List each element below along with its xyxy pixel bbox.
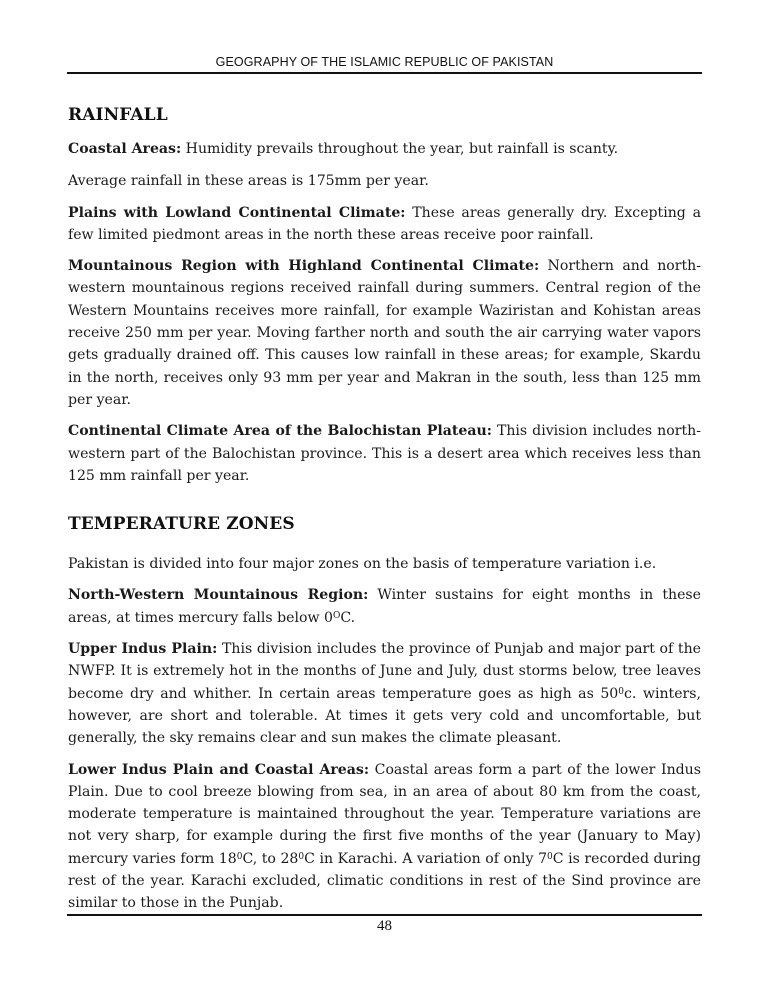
north-western-label: North-Western Mountainous Region: [68, 587, 369, 604]
upper-indus-label: Upper Indus Plain: [68, 641, 218, 658]
mountainous-text: Northern and north-western mountainous regions received rainfall during summers. Central region of the Western Mountains receives more rainfall, for example Waziristan and Kohistan areas receive 250 mm per year. Moving farther north and south the air carrying water vapors gets gradually drained off. This causes low rainfall in these areas; for example, Skardu in the north, receives only 93 mm per year and Makran in the south, less than 125 mm per year. [68, 258, 701, 408]
degree-mark: O [333, 610, 341, 621]
coastal-text: Humidity prevails throughout the year, but rainfall is scanty. [181, 141, 619, 157]
header-rule [67, 72, 702, 74]
running-header: GEOGRAPHY OF THE ISLAMIC REPUBLIC OF PAKISTAN [215, 55, 554, 69]
upper-indus-text: This division includes the province of Punjab and major part of the NWFP. It is extremely hot in the months of June and July, dust storms below, tree leaves become dry and whither. In certain areas temperature goes as high as 50 [68, 641, 701, 702]
lower-indus-text-2: C, to 28 [242, 850, 299, 867]
lower-indus-text-4: C is recorded during rest of the year. Karachi excluded, climatic conditions in rest of the Sind province are similar to those in the Punjab. [68, 850, 701, 912]
page-number: 48 [377, 918, 392, 934]
plains-paragraph [68, 202, 701, 247]
temperature-heading: TEMPERATURE ZONES [68, 514, 295, 535]
coastal-paragraph [68, 138, 701, 160]
coastal-label: Coastal Areas: [68, 141, 182, 157]
lower-indus-paragraph [68, 759, 701, 915]
balochistan-label: Continental Climate Area of the Balochistan Plateau: [68, 423, 492, 440]
coastal-average-paragraph: Average rainfall in these areas is 175mm per year. [68, 173, 429, 190]
temperature-intro: Pakistan is divided into four major zones on the basis of temperature variation i.e. [68, 556, 657, 573]
north-western-text-end: C. [340, 609, 356, 626]
north-western-text: Winter sustains for eight months in these areas, at times mercury falls below 0 [68, 587, 701, 626]
mountainous-label: Mountainous Region with Highland Continental Climate: [68, 258, 540, 275]
degree-mark: 0 [547, 851, 553, 862]
lower-indus-text: Coastal areas form a part of the lower Indus Plain. Due to cool breeze blowing from sea, in an area of about 80 km from the coast, moderate temperature is maintained throughout the year. Temperature variations are not very sharp, for example during the first five months of the year (January to May) mercury varies form 18 [68, 761, 701, 867]
balochistan-text: This division includes north-western part of the Balochistan province. This is a desert area which receives less than 125 mm rainfall per year. [68, 423, 701, 484]
plains-label: Plains with Lowland Continental Climate: [68, 204, 406, 221]
degree-mark: 0 [298, 851, 305, 862]
degree-mark: 0 [236, 851, 243, 862]
lower-indus-text-3: C in Karachi. A variation of only 7 [304, 850, 548, 867]
upper-indus-paragraph [68, 638, 701, 749]
page-body [68, 105, 701, 915]
rainfall-heading: RAINFALL [68, 105, 168, 125]
mountainous-paragraph [68, 255, 701, 411]
balochistan-paragraph [68, 420, 701, 487]
plains-text: These areas generally dry. Excepting a few limited piedmont areas in the north these areas receive poor rainfall. [68, 204, 701, 243]
upper-indus-text-end: c. winters, however, are short and tolerable. At times it gets very cold and uncomfortable, but generally, the sky remains clear and sun makes the climate pleasant. [68, 685, 701, 747]
degree-mark: 0 [618, 686, 624, 697]
lower-indus-label: Lower Indus Plain and Coastal Areas: [68, 761, 370, 778]
footer-rule [67, 914, 702, 916]
north-western-paragraph [68, 584, 701, 629]
